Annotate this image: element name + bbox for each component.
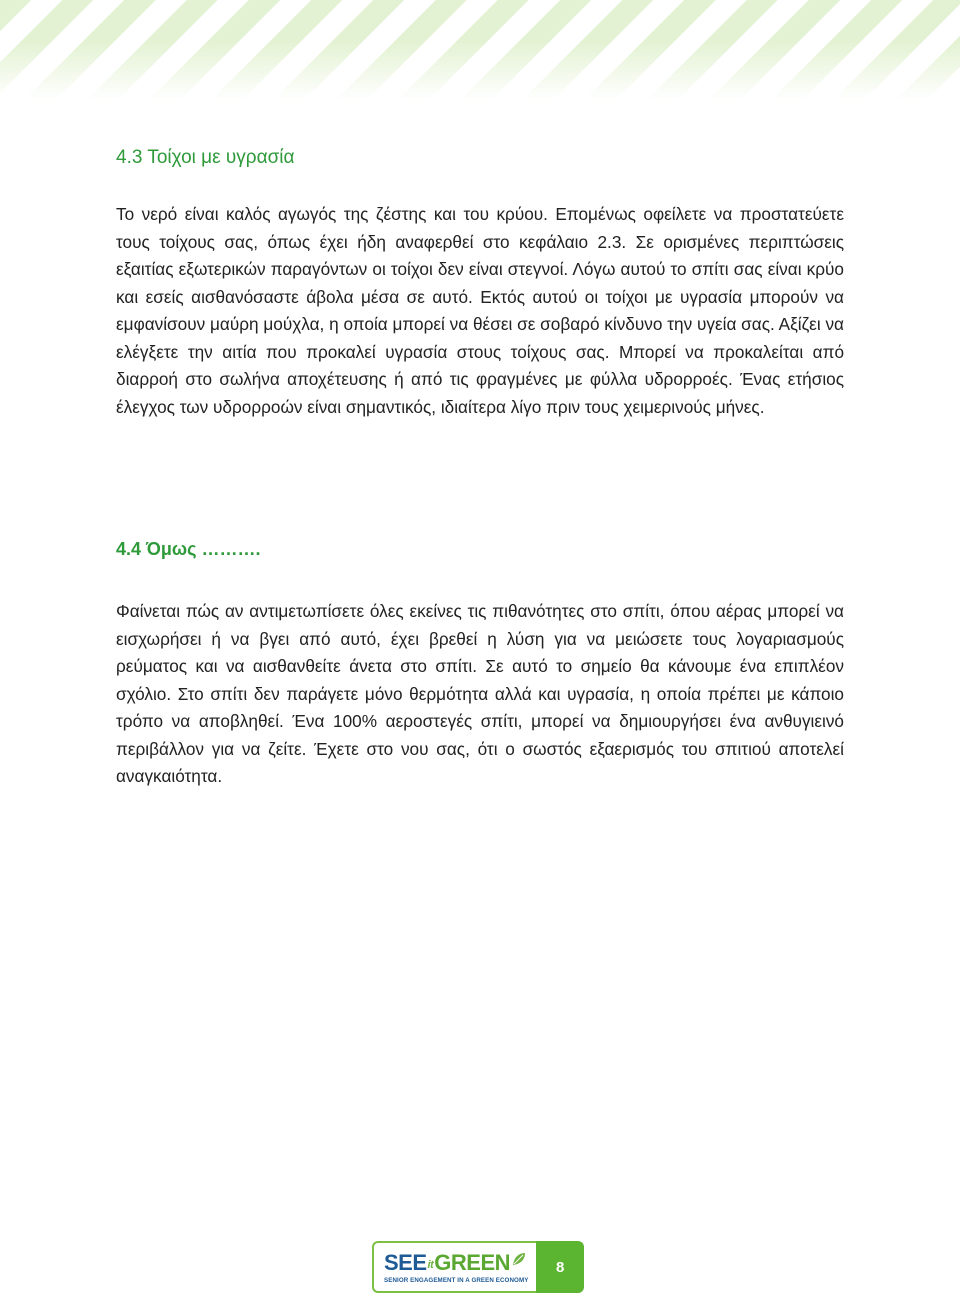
leaf-icon <box>512 1252 526 1266</box>
logo-see-text: SEE <box>384 1250 427 1275</box>
section-4-3-paragraph: Το νερό είναι καλός αγωγός της ζέστης και του κρύου. Επομένως οφείλετε να προστατεύετε τους τοίχους σας, όπως έχει ήδη αναφερθεί στο κεφάλαιο 2.3. Σε ορισμένες περιπτώσεις εξαιτίας εξωτερικών παραγόντων οι τοίχοι δεν είναι στεγνοί. Λόγω αυτού το σπίτι σας είναι κρύο και εσείς αισθανόσαστε άβολα μέσα σε αυτό. Εκτός αυτού οι τοίχοι με υγρασία μπορούν να εμφανίσουν μαύρη μούχλα, η οποία μπορεί να θέσει σε σοβαρό κίνδυνο την υγεία σας. Αξίζει να ελέγξετε την αιτία που προκαλεί υγρασία στους τοίχους σας. Μπορεί να προκαλείται από διαρροή στο σωλήνα αποχέτευσης ή από τις φραγμένες με φύλλα υδρορροές. Ένας ετήσιος έλεγχος των υδρορροών είναι σημαντικός, ιδιαίτερα λίγο πριν τους χειμερινούς μήνες. <box>116 204 844 417</box>
section-heading-4-3: 4.3 Τοίχοι με υγρασία <box>116 147 295 168</box>
section-4-4-paragraph: Φαίνεται πώς αν αντιμετωπίσετε όλες εκείνες τις πιθανότητες στο σπίτι, όπου αέρας μπορεί να εισχωρήσει ή να βγει από αυτό, έχει βρεθεί η λύση για να μειώσετε τους λογαριασμούς ρεύματος και να αισθανθείτε άνετα στο σπίτι. Σε αυτό το σημείο θα κάνουμε ένα επιπλέον σχόλιο. Στο σπίτι δεν παράγετε μόνο θερμότητα αλλά και υγρασία, η οποία πρέπει με κάποιο τρόπο να αποβληθεί. Ένα 100% αεροστεγές σπίτι, μπορεί να δημιουργήσει ένα ανθυγιεινό περιβάλλον για να ζείτε. Έχετε στο νου σας, ότι ο σωστός εξαερισμός του σπιτιού αποτελεί αναγκαιότητα. <box>116 601 844 786</box>
decorative-stripe-header <box>0 0 960 100</box>
logo-tagline: SENIOR ENGAGEMENT IN A GREEN ECONOMY <box>384 1277 529 1284</box>
page-number: 8 <box>556 1258 565 1276</box>
section-heading-4-4: 4.4 Όμως ………. <box>116 539 261 559</box>
logo-wordmark <box>384 1252 528 1274</box>
logo-green-text: GREEN <box>434 1250 511 1275</box>
page-footer <box>372 1241 584 1293</box>
see-it-green-logo <box>372 1241 536 1293</box>
logo-it-text: it <box>427 1259 434 1271</box>
page-number-badge <box>536 1241 584 1293</box>
